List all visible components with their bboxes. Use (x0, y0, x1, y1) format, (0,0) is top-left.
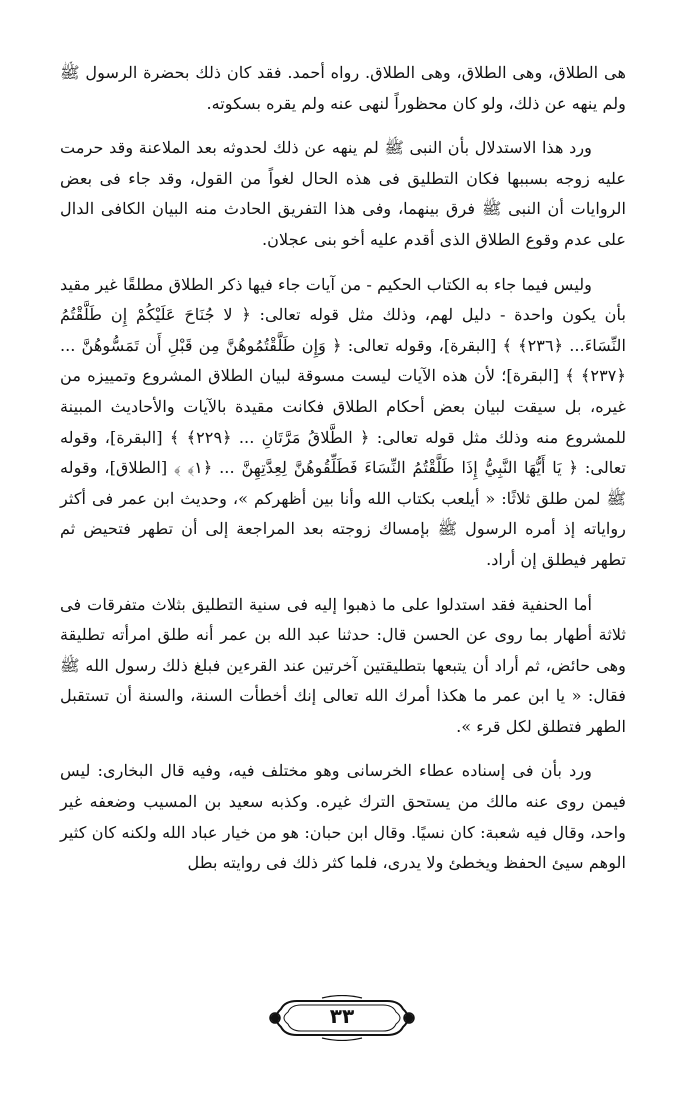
page-number-ornament (267, 995, 417, 1041)
paragraph-5: ورد بأن فى إسناده عطاء الخرسانى وهو مختلف فيه، وفيه قال البخارى: ليس فيمن روى عنه مالك من يستحق الترك غيره. وكذبه سعيد بن المسيب وضعفه غير واحد، وقال فيه شعبة: كان نسيًا. وقال ابن حبان: هو من خيار عباد الله ولكنه كان كثير الوهم سيئ الحفظ ويخطئ ولا يدرى، فلما كثر ذلك فى روايته بطل (60, 761, 626, 873)
paragraph-4: أما الحنفية فقد استدلوا على ما ذهبوا إليه فى سنية التطليق بثلاث متفرقات فى ثلاثة أطهار بما روى عن الحسن قال: حدثنا عبد الله بن عمر أنه طلق امرأته تطليقة وهى حائض، ثم أراد أن يتبعها بتطليقتين آخرتين عند القرءين فبلغ ذلك رسول الله ﷺ فقال: « يا ابن عمر ما هكذا أمرك الله تعالى إنك أخطأت السنة، والسنة أن تستقبل الطهر فتطلق لكل قرء ». (60, 594, 626, 736)
page-number: ٣٣ (329, 1004, 355, 1028)
paragraph-2: ورد هذا الاستدلال بأن النبى ﷺ لم ينهه عن ذلك لحدوثه بعد الملاعنة وقد حرمت عليه زوجه بسببها فكان التطليق فى هذه الحال لغواً من القول، وقد جاء فى بعض الروايات أن النبى ﷺ فرق بينهما، وفى هذا التفريق الحادث منه البيان الكافى الدال على عدم وقوع الطلاق الذى أقدم عليه أخو بنى عجلان. (60, 138, 626, 249)
paragraph-1: هى الطلاق، وهى الطلاق، وهى الطلاق. رواه أحمد. فقد كان ذلك بحضرة الرسول ﷺ ولم ينهه عن ذلك، ولو كان محظوراً لنهى عنه ولم يقره بسكوته. (60, 63, 626, 113)
paragraph-3: وليس فيما جاء به الكتاب الحكيم - من آيات جاء فيها ذكر الطلاق مطلقًا غير مقيد بأن يكون واحدة - دليل لهم، وذلك مثل قوله تعالى: ﴿ لا جُنَاحَ عَلَيْكُمْ إِن طَلَّقْتُمُ النِّسَاءَ... ﴿٢٣٦﴾ ﴾ [البقرة]، وقوله تعالى: ﴿ وَإِن طَلَّقْتُمُوهُنَّ مِن قَبْلِ أَن تَمَسُّوهُنَّ ... ﴿٢٣٧﴾ ﴾ [البقرة]؛ لأن هذه الآيات ليست مسوقة لبيان الطلاق المشروع وتمييزه من غيره، بل سيقت لبيان بعض أحكام الطلاق فكانت مقيدة بالآيات والأحاديث المبينة للمشروع منه وذلك مثل قوله تعالى: ﴿ الطَّلاقُ مَرَّتَانِ ... ﴿٢٢٩﴾ ﴾ [البقرة]، وقوله تعالى: ﴿ يَا أَيُّهَا النَّبِيُّ إِذَا طَلَّقْتُمُ النِّسَاءَ فَطَلِّقُوهُنَّ لِعِدَّتِهِنَّ ... ﴿١﴾ ﴾ [الطلاق]، وقوله ﷺ لمن طلق ثلاثًا: « أيلعب بكتاب الله وأنا بين أظهركم »، وحديث ابن عمر فى أكثر رواياته إذ أمره الرسول ﷺ بإمساك زوجته بعد المراجعة إلى أن تطهر فتحيض ثم تطهر فيطلق إن أراد. (60, 274, 627, 569)
page-body (60, 58, 626, 893)
